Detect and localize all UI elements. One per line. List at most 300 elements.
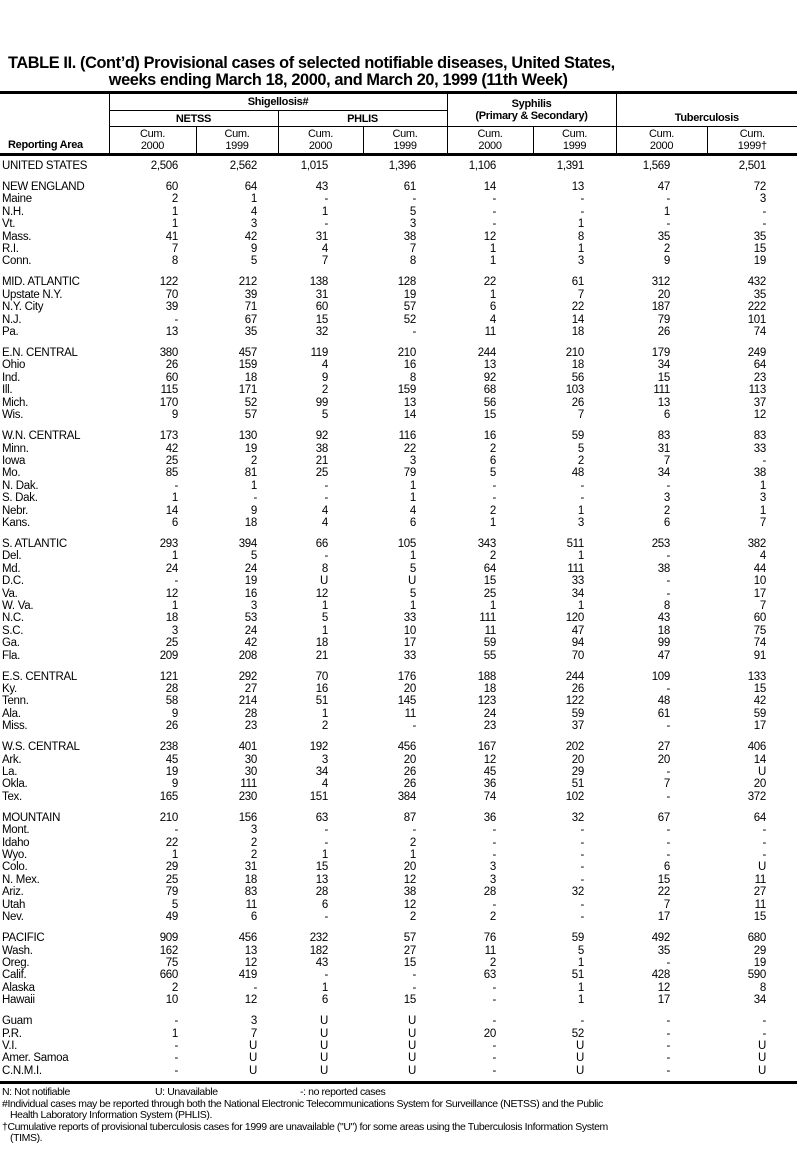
cum-label: Cum. xyxy=(561,128,588,140)
cum-year-header xyxy=(363,127,447,155)
reporting-area-cell: Minn. xyxy=(2,442,29,455)
value-cell: 17 xyxy=(403,637,416,650)
reporting-area-cell: Alaska xyxy=(2,981,35,994)
value-cell: U xyxy=(248,1039,257,1052)
value-cell: 31 xyxy=(657,442,670,455)
value-cell: 52 xyxy=(244,396,257,409)
value-cell: - xyxy=(580,836,584,849)
value-cell: 1 xyxy=(577,599,584,612)
value-cell: 10 xyxy=(403,624,416,637)
value-cell: 8 xyxy=(171,255,178,268)
value-cell: - xyxy=(174,313,178,326)
value-cell: - xyxy=(492,218,496,231)
value-cell: 6 xyxy=(489,454,496,467)
value-cell: 1 xyxy=(171,1027,178,1040)
value-cell: 18 xyxy=(657,624,670,637)
value-cell: 27 xyxy=(657,741,670,754)
value-cell: U xyxy=(319,1015,328,1028)
value-cell: 26 xyxy=(403,778,416,791)
value-cell: 24 xyxy=(244,562,257,575)
value-cell: 6 xyxy=(171,516,178,529)
value-cell: 2,501 xyxy=(738,160,766,172)
value-cell: 17 xyxy=(657,911,670,924)
value-cell: 8 xyxy=(577,230,584,243)
value-cell: 4 xyxy=(409,504,416,517)
value-cell: - xyxy=(324,479,328,492)
value-cell: 56 xyxy=(483,396,496,409)
value-cell: 9 xyxy=(250,243,257,256)
value-cell: 6 xyxy=(663,409,670,422)
value-cell: 16 xyxy=(244,587,257,600)
reporting-area-cell: N.C. xyxy=(2,612,24,625)
value-cell: 3 xyxy=(171,624,178,637)
value-cell: - xyxy=(412,326,416,339)
value-cell: 3 xyxy=(663,492,670,505)
value-cell: 456 xyxy=(397,741,416,754)
value-cell: 39 xyxy=(165,301,178,314)
reporting-area-cell: S.C. xyxy=(2,624,24,637)
value-cell: 244 xyxy=(477,347,496,360)
group-spacer xyxy=(0,803,797,812)
reporting-area-cell: Hawaii xyxy=(2,994,35,1007)
value-cell: 2,506 xyxy=(150,160,178,172)
value-cell: 87 xyxy=(403,811,416,824)
value-cell: - xyxy=(762,454,766,467)
value-cell: 7 xyxy=(171,243,178,256)
value-cell: 5 xyxy=(321,612,328,625)
reporting-area-cell: R.I. xyxy=(2,243,19,256)
reporting-area-cell: NEW ENGLAND xyxy=(2,181,85,193)
value-cell: 17 xyxy=(753,587,766,600)
value-cell: 72 xyxy=(753,181,766,193)
value-cell: 28 xyxy=(244,707,257,720)
reporting-area-cell: Mass. xyxy=(2,230,32,243)
value-cell: 59 xyxy=(753,707,766,720)
value-cell: 14 xyxy=(403,409,416,422)
year-label: 1999 xyxy=(225,140,249,152)
value-cell: 2 xyxy=(663,504,670,517)
value-cell: 238 xyxy=(159,741,178,754)
value-cell: 1 xyxy=(489,255,496,268)
value-cell: 101 xyxy=(747,313,766,326)
value-cell: 38 xyxy=(315,442,328,455)
value-cell: 57 xyxy=(244,409,257,422)
value-cell: 1 xyxy=(577,504,584,517)
value-cell: 33 xyxy=(403,649,416,662)
value-cell: 19 xyxy=(403,288,416,301)
table-header xyxy=(0,91,797,156)
value-cell: - xyxy=(666,1064,670,1077)
value-cell: 19 xyxy=(165,766,178,779)
value-cell: 8 xyxy=(409,371,416,384)
tuberculosis-header: Tuberculosis xyxy=(616,93,797,127)
reporting-area-cell: D.C. xyxy=(2,575,24,588)
group-spacer xyxy=(0,529,797,538)
table-row xyxy=(0,443,797,455)
value-cell: 590 xyxy=(747,969,766,982)
value-cell: 187 xyxy=(651,301,670,314)
table-row xyxy=(0,359,797,371)
value-cell: 660 xyxy=(159,969,178,982)
reporting-area-cell: Amer. Samoa xyxy=(2,1052,69,1065)
value-cell: 3 xyxy=(250,1015,257,1028)
value-cell: 182 xyxy=(309,944,328,957)
value-cell: 5 xyxy=(321,409,328,422)
value-cell: U xyxy=(575,1052,584,1065)
value-cell: - xyxy=(412,824,416,837)
value-cell: - xyxy=(492,205,496,218)
value-cell: 31 xyxy=(244,861,257,874)
value-cell: 13 xyxy=(165,326,178,339)
table-row xyxy=(0,899,797,911)
table-row xyxy=(0,778,797,790)
value-cell: 23 xyxy=(753,371,766,384)
value-cell: 3 xyxy=(250,824,257,837)
value-cell: U xyxy=(319,1064,328,1077)
value-cell: - xyxy=(324,492,328,505)
reporting-area-cell: Pa. xyxy=(2,326,19,339)
value-cell: 17 xyxy=(753,720,766,733)
value-cell: 36 xyxy=(483,778,496,791)
region-row xyxy=(0,160,797,172)
value-cell: 1 xyxy=(577,981,584,994)
table-row xyxy=(0,301,797,313)
reporting-area-cell: S. ATLANTIC xyxy=(2,537,67,550)
value-cell: 74 xyxy=(753,326,766,339)
table-row xyxy=(0,824,797,836)
value-cell: 67 xyxy=(657,811,670,824)
value-cell: 16 xyxy=(403,359,416,372)
value-cell: 51 xyxy=(571,778,584,791)
value-cell: - xyxy=(324,969,328,982)
value-cell: 57 xyxy=(403,301,416,314)
value-cell: 5 xyxy=(250,255,257,268)
cum-year-header xyxy=(616,127,707,155)
value-cell: U xyxy=(248,1064,257,1077)
value-cell: 35 xyxy=(657,944,670,957)
cum-year-header xyxy=(707,127,797,155)
table-row xyxy=(0,550,797,562)
reporting-area-cell: Ky. xyxy=(2,683,17,695)
value-cell: 1 xyxy=(577,550,584,563)
value-cell: - xyxy=(666,766,670,779)
region-row xyxy=(0,812,797,824)
value-cell: U xyxy=(407,1064,416,1077)
value-cell: 32 xyxy=(571,811,584,824)
value-cell: 6 xyxy=(663,516,670,529)
value-cell: 59 xyxy=(571,707,584,720)
value-cell: 8 xyxy=(321,562,328,575)
value-cell: 1 xyxy=(409,492,416,505)
value-cell: 20 xyxy=(403,753,416,766)
value-cell: 343 xyxy=(477,537,496,550)
value-cell: 1 xyxy=(759,504,766,517)
value-cell: 145 xyxy=(397,695,416,708)
value-cell: 1 xyxy=(171,599,178,612)
value-cell: 43 xyxy=(657,612,670,625)
value-cell: 372 xyxy=(747,790,766,803)
value-cell: 47 xyxy=(571,624,584,637)
value-cell: - xyxy=(492,1064,496,1077)
footnote-tuberculosis xyxy=(2,1122,797,1145)
value-cell: 83 xyxy=(753,430,766,443)
value-cell: 4 xyxy=(250,205,257,218)
value-cell: - xyxy=(666,1027,670,1040)
table-row xyxy=(0,397,797,409)
value-cell: - xyxy=(666,218,670,231)
cum-year-header xyxy=(533,127,616,155)
value-cell: 1 xyxy=(409,479,416,492)
value-cell: 15 xyxy=(657,873,670,886)
value-cell: 60 xyxy=(165,371,178,384)
value-cell: 37 xyxy=(753,396,766,409)
value-cell: 5 xyxy=(577,442,584,455)
cum-label: Cum. xyxy=(392,128,418,140)
title-line-1: TABLE II. (Cont’d) Provisional cases of selected notifiable diseases, United States, xyxy=(8,53,615,72)
value-cell: 35 xyxy=(244,326,257,339)
value-cell: 120 xyxy=(565,612,584,625)
value-cell: 4 xyxy=(321,243,328,256)
value-cell: 22 xyxy=(165,836,178,849)
value-cell: 94 xyxy=(571,637,584,650)
value-cell: 55 xyxy=(483,649,496,662)
reporting-area-cell: MOUNTAIN xyxy=(2,811,61,824)
reporting-area-cell: E.N. CENTRAL xyxy=(2,347,78,360)
value-cell: 79 xyxy=(657,313,670,326)
value-cell: - xyxy=(666,720,670,733)
group-spacer xyxy=(0,268,797,277)
value-cell: 15 xyxy=(753,243,766,256)
value-cell: - xyxy=(174,1039,178,1052)
value-cell: 179 xyxy=(651,347,670,360)
value-cell: 394 xyxy=(238,537,257,550)
value-cell: 457 xyxy=(238,347,257,360)
value-cell: 35 xyxy=(657,230,670,243)
value-cell: - xyxy=(580,479,584,492)
value-cell: 159 xyxy=(238,359,257,372)
value-cell: 48 xyxy=(657,695,670,708)
value-cell: 11 xyxy=(484,624,496,637)
value-cell: 45 xyxy=(483,766,496,779)
value-cell: 1,396 xyxy=(388,160,416,172)
value-cell: 1,015 xyxy=(300,160,328,172)
reporting-area-cell: W.S. CENTRAL xyxy=(2,741,80,754)
reporting-area-cell: Colo. xyxy=(2,861,28,874)
reporting-area-cell: Ala. xyxy=(2,707,21,720)
value-cell: - xyxy=(492,1052,496,1065)
value-cell: 83 xyxy=(657,430,670,443)
region-row xyxy=(0,276,797,288)
reporting-area-cell: Vt. xyxy=(2,218,16,231)
value-cell: 116 xyxy=(398,430,416,443)
value-cell: - xyxy=(580,205,584,218)
reporting-area-cell: S. Dak. xyxy=(2,492,38,505)
group-spacer xyxy=(0,924,797,933)
value-cell: 28 xyxy=(165,683,178,695)
value-cell: 33 xyxy=(403,612,416,625)
value-cell: 74 xyxy=(483,790,496,803)
table-title xyxy=(8,54,615,88)
value-cell: 171 xyxy=(238,384,257,397)
reporting-area-cell: Maine xyxy=(2,193,32,206)
reporting-area-cell: Ariz. xyxy=(2,886,24,899)
value-cell: 43 xyxy=(315,956,328,969)
value-cell: 292 xyxy=(238,670,257,683)
value-cell: 75 xyxy=(753,624,766,637)
table-row xyxy=(0,994,797,1006)
value-cell: 99 xyxy=(657,637,670,650)
value-cell: 111 xyxy=(240,778,257,791)
reporting-area-cell: Mont. xyxy=(2,824,30,837)
legend-not-notifiable: N: Not notifiable xyxy=(2,1086,70,1098)
value-cell: 31 xyxy=(315,230,328,243)
value-cell: 23 xyxy=(244,720,257,733)
value-cell: 4 xyxy=(321,516,328,529)
data-table xyxy=(0,160,797,1077)
value-cell: - xyxy=(412,193,416,206)
value-cell: 492 xyxy=(651,932,670,945)
value-cell: 48 xyxy=(571,467,584,480)
value-cell: - xyxy=(580,492,584,505)
cum-label: Cum. xyxy=(307,128,334,140)
value-cell: 64 xyxy=(753,811,766,824)
value-cell: 4 xyxy=(321,359,328,372)
reporting-area-cell: Iowa xyxy=(2,454,26,467)
value-cell: 34 xyxy=(315,766,328,779)
value-cell: 5 xyxy=(489,467,496,480)
value-cell: 43 xyxy=(315,181,328,193)
value-cell: - xyxy=(492,479,496,492)
reporting-area-cell: Calif. xyxy=(2,969,27,982)
value-cell: 4 xyxy=(489,313,496,326)
value-cell: 3 xyxy=(250,218,257,231)
value-cell: 511 xyxy=(566,537,584,550)
reporting-area-cell: PACIFIC xyxy=(2,932,45,945)
value-cell: U xyxy=(757,1052,766,1065)
value-cell: 2 xyxy=(171,193,178,206)
value-cell: 18 xyxy=(571,326,584,339)
value-cell: 1 xyxy=(321,849,328,862)
value-cell: 12 xyxy=(403,873,416,886)
value-cell: 16 xyxy=(315,683,328,695)
value-cell: 12 xyxy=(753,409,766,422)
table-row xyxy=(0,384,797,396)
value-cell: 61 xyxy=(657,707,670,720)
value-cell: 176 xyxy=(397,670,416,683)
value-cell: 230 xyxy=(238,790,257,803)
value-cell: 3 xyxy=(321,753,328,766)
value-cell: 1 xyxy=(577,994,584,1007)
value-cell: 11 xyxy=(245,898,257,911)
value-cell: 456 xyxy=(238,932,257,945)
value-cell: 1 xyxy=(489,599,496,612)
value-cell: 26 xyxy=(403,766,416,779)
value-cell: - xyxy=(253,981,257,994)
reporting-area-cell: W.N. CENTRAL xyxy=(2,430,81,443)
value-cell: 406 xyxy=(747,741,766,754)
value-cell: 9 xyxy=(250,504,257,517)
reporting-area-cell: Mo. xyxy=(2,467,21,480)
value-cell: - xyxy=(666,790,670,803)
value-cell: 1 xyxy=(171,205,178,218)
value-cell: 41 xyxy=(165,230,178,243)
value-cell: 34 xyxy=(657,359,670,372)
value-cell: 12 xyxy=(315,587,328,600)
table-row xyxy=(0,650,797,662)
value-cell: 42 xyxy=(244,637,257,650)
value-cell: 208 xyxy=(238,649,257,662)
value-cell: 1 xyxy=(489,243,496,256)
value-cell: 34 xyxy=(571,587,584,600)
table-row xyxy=(0,837,797,849)
value-cell: 2 xyxy=(489,550,496,563)
reporting-area-cell: P.R. xyxy=(2,1027,22,1040)
value-cell: 70 xyxy=(571,649,584,662)
value-cell: 7 xyxy=(663,454,670,467)
value-cell: 14 xyxy=(571,313,584,326)
value-cell: 249 xyxy=(747,347,766,360)
value-cell: 13 xyxy=(483,359,496,372)
syphilis-subtitle: (Primary & Secondary) xyxy=(475,110,588,122)
value-cell: - xyxy=(492,849,496,862)
value-cell: 33 xyxy=(753,442,766,455)
value-cell: 7 xyxy=(409,243,416,256)
value-cell: 30 xyxy=(244,766,257,779)
title-line-2: weeks ending March 18, 2000, and March 20, 1999 (11th Week) xyxy=(108,70,568,89)
value-cell: 151 xyxy=(309,790,328,803)
value-cell: 1 xyxy=(409,550,416,563)
phlis-header: PHLIS xyxy=(278,111,447,127)
value-cell: 167 xyxy=(477,741,496,754)
region-row xyxy=(0,741,797,753)
table-row xyxy=(0,206,797,218)
value-cell: 9 xyxy=(171,707,178,720)
value-cell: 3 xyxy=(409,454,416,467)
value-cell: - xyxy=(174,1052,178,1065)
value-cell: 64 xyxy=(753,359,766,372)
reporting-area-cell: Tenn. xyxy=(2,695,29,708)
value-cell: 19 xyxy=(244,575,257,588)
table-row xyxy=(0,612,797,624)
reporting-area-cell: MID. ATLANTIC xyxy=(2,276,80,289)
value-cell: 20 xyxy=(483,1027,496,1040)
value-cell: 105 xyxy=(397,537,416,550)
value-cell: 113 xyxy=(748,384,766,397)
value-cell: - xyxy=(666,575,670,588)
value-cell: 17 xyxy=(657,994,670,1007)
reporting-area-cell: Conn. xyxy=(2,255,32,268)
value-cell: - xyxy=(492,193,496,206)
table-row xyxy=(0,505,797,517)
value-cell: 51 xyxy=(315,695,328,708)
table-row xyxy=(0,874,797,886)
value-cell: - xyxy=(666,1039,670,1052)
value-cell: U xyxy=(319,1039,328,1052)
value-cell: 15 xyxy=(403,956,416,969)
value-cell: 28 xyxy=(315,886,328,899)
table-row xyxy=(0,969,797,981)
reporting-area-cell: Tex. xyxy=(2,790,22,803)
value-cell: U xyxy=(319,575,328,588)
value-cell: - xyxy=(174,824,178,837)
value-cell: 13 xyxy=(571,181,584,193)
value-cell: 2 xyxy=(409,836,416,849)
value-cell: 25 xyxy=(483,587,496,600)
value-cell: 22 xyxy=(483,276,496,289)
value-cell: 79 xyxy=(403,467,416,480)
value-cell: 15 xyxy=(483,575,496,588)
footnote-text: (TIMS). xyxy=(10,1132,43,1144)
